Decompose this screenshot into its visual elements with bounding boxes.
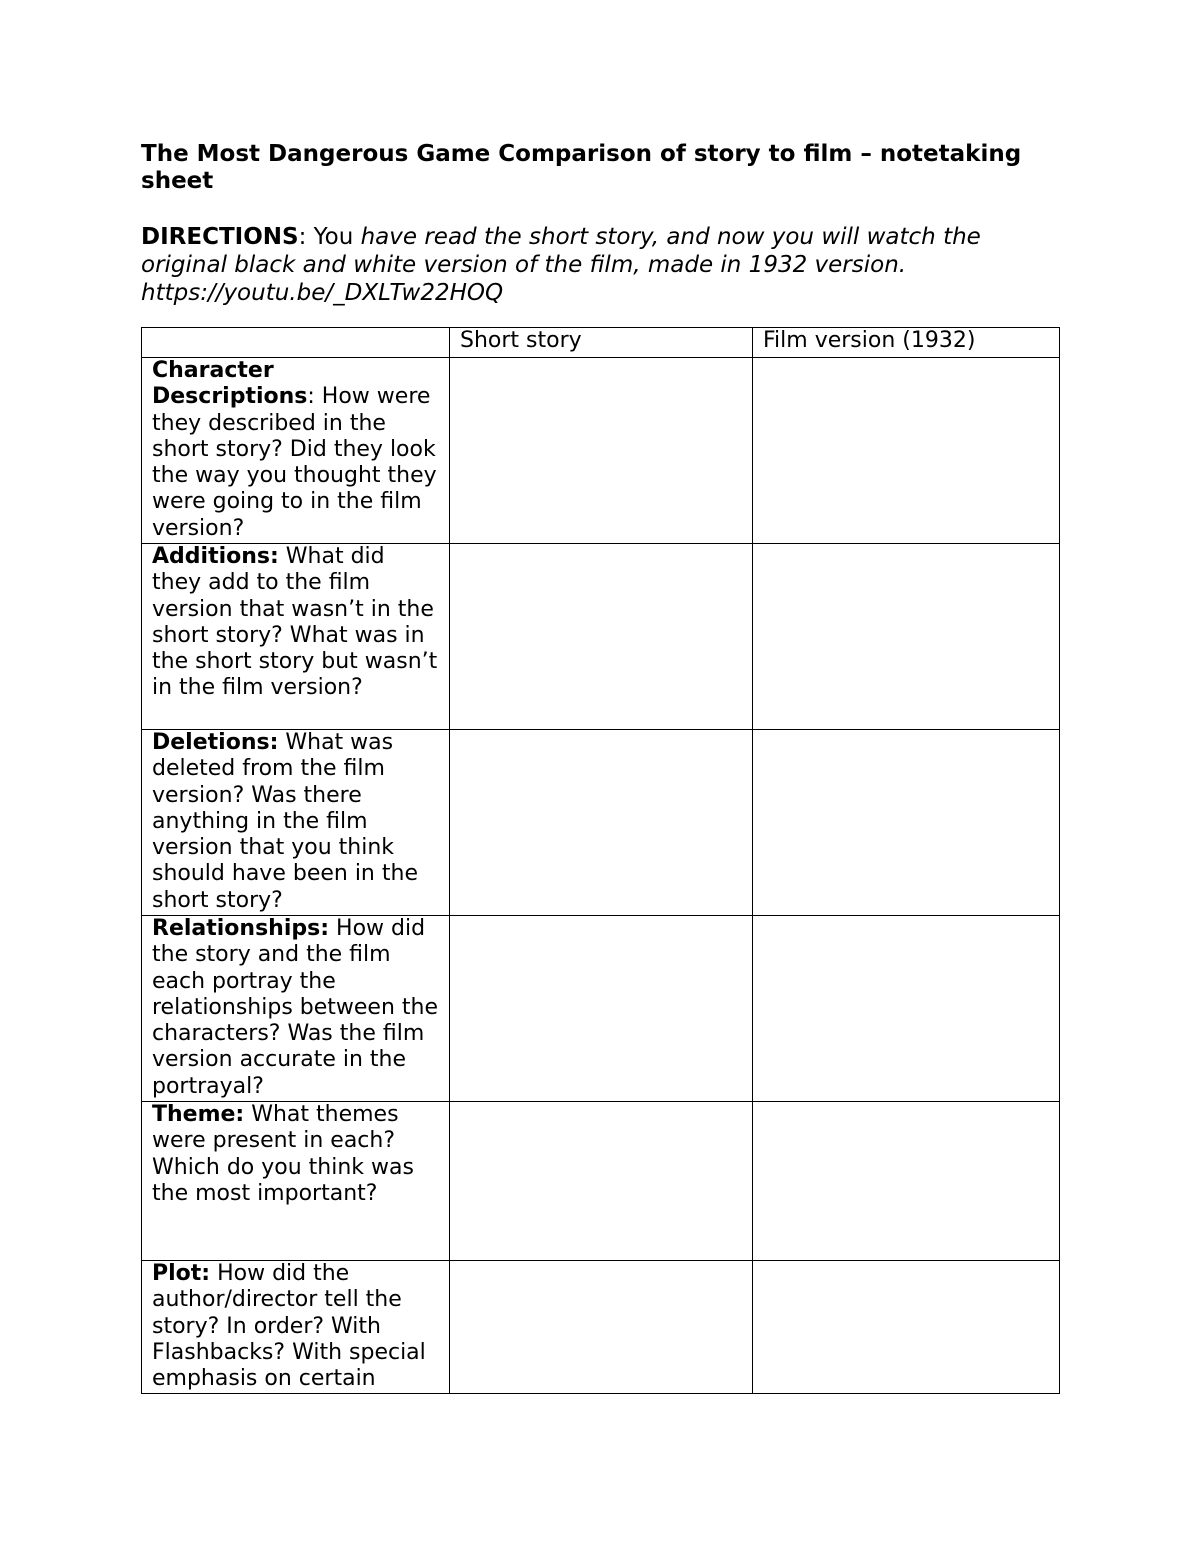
category-label: Deletions: <box>152 730 279 755</box>
film-version-cell[interactable] <box>753 1102 1060 1261</box>
category-prompt: How did the author/director tell the story? In order? With Flashbacks? With special emphasis on certain <box>152 1261 426 1392</box>
short-story-cell[interactable] <box>450 358 753 544</box>
category-cell <box>142 544 450 730</box>
category-prompt: How were they described in the short story? Did they look the way you thought they were going to in the film version? <box>152 384 437 541</box>
directions-lead: : You <box>298 224 361 250</box>
comparison-table <box>141 327 1060 1394</box>
category-cell <box>142 916 450 1102</box>
table-header-row <box>142 328 1060 358</box>
table-row <box>142 358 1060 544</box>
category-cell <box>142 730 450 916</box>
category-cell <box>142 1102 450 1261</box>
table-row <box>142 1261 1060 1394</box>
film-version-cell[interactable] <box>753 1261 1060 1394</box>
directions-text: have read the short story, and now you will watch the original black and white version of the film, made in 1932 version. <box>141 224 981 278</box>
short-story-cell[interactable] <box>450 1102 753 1261</box>
film-version-cell[interactable] <box>753 916 1060 1102</box>
table-row <box>142 1102 1060 1261</box>
category-prompt: What was deleted from the film version? Was there anything in the film version that you think should have been in the short story? <box>152 730 418 913</box>
short-story-cell[interactable] <box>450 1261 753 1394</box>
category-cell <box>142 1261 450 1394</box>
category-label: Theme: <box>152 1102 245 1127</box>
category-label: Additions: <box>152 544 279 569</box>
category-cell <box>142 358 450 544</box>
category-prompt: What themes were present in each? Which do you think was the most important? <box>152 1102 414 1206</box>
header-category <box>142 328 450 358</box>
table-row <box>142 916 1060 1102</box>
short-story-cell[interactable] <box>450 916 753 1102</box>
short-story-cell[interactable] <box>450 544 753 730</box>
film-version-cell[interactable] <box>753 730 1060 916</box>
film-version-cell[interactable] <box>753 544 1060 730</box>
header-film-version: Film version (1932) <box>753 328 1060 358</box>
video-link[interactable]: https://youtu.be/_DXLTw22HOQ <box>141 280 504 306</box>
film-version-cell[interactable] <box>753 358 1060 544</box>
category-separator: : <box>307 384 315 410</box>
directions-paragraph <box>141 223 1061 307</box>
category-label: Character Descriptions <box>152 358 308 410</box>
short-story-cell[interactable] <box>450 730 753 916</box>
category-label: Plot: <box>152 1261 211 1286</box>
table-row <box>142 730 1060 916</box>
directions-label: DIRECTIONS <box>141 224 299 250</box>
category-prompt: What did they add to the film version that wasn’t in the short story? What was in the short story but wasn’t in the film version? <box>152 544 438 701</box>
header-short-story: Short story <box>450 328 753 358</box>
category-prompt: How did the story and the film each portray the relationships between the characters? Was the film version accurate in the portrayal? <box>152 916 438 1099</box>
table-row <box>142 544 1060 730</box>
category-label: Relationships: <box>152 916 330 941</box>
document-title: The Most Dangerous Game Comparison of story to film – notetaking sheet <box>141 141 1022 194</box>
